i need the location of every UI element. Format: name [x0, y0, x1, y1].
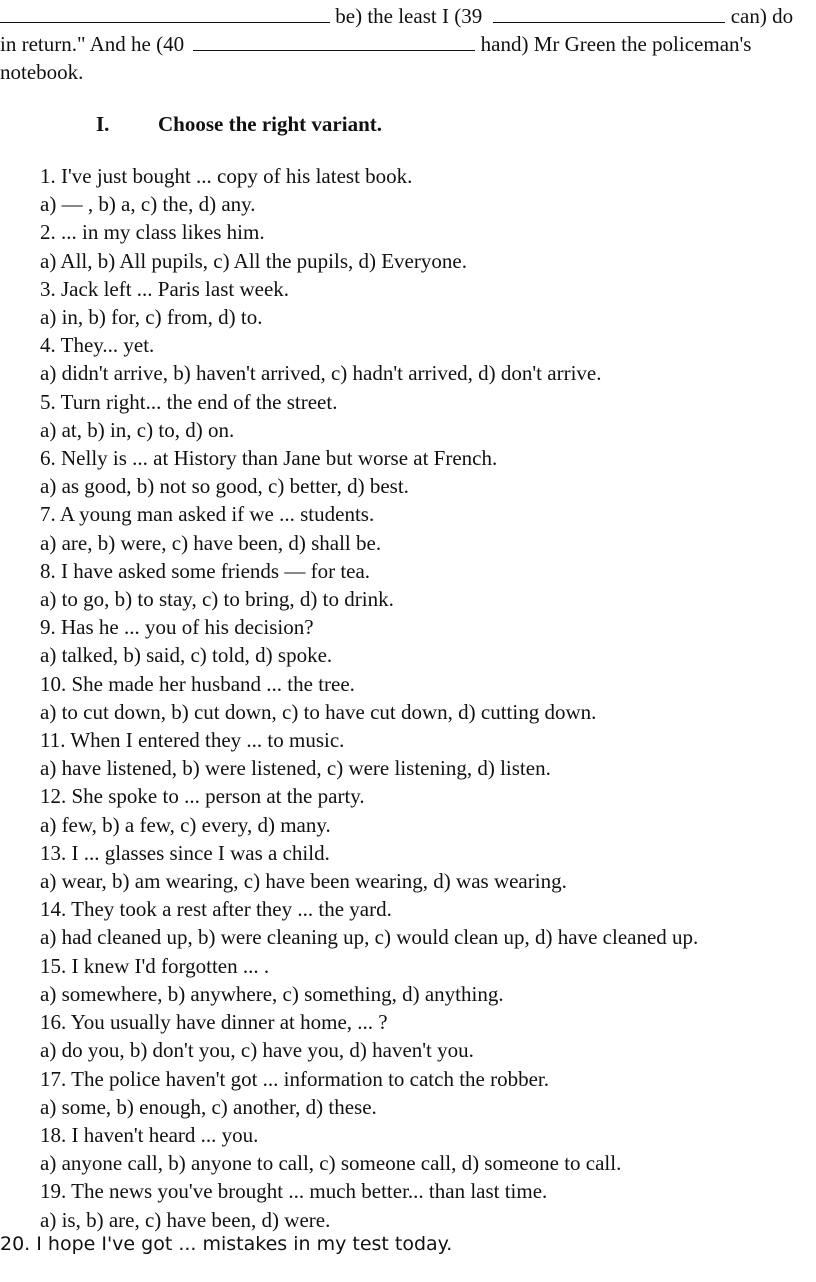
question-text: 17. The police haven't got ... information to catch the robber.	[40, 1066, 550, 1091]
question-text: 15. I knew I'd forgotten ... .	[40, 953, 270, 978]
answer-options: a) anyone call, b) anyone to call, c) someone call, d) someone to call.	[40, 1151, 622, 1176]
answer-blank-39[interactable]	[493, 4, 725, 23]
question-text: 13. I ... glasses since I was a child.	[40, 840, 330, 865]
answer-options: a) few, b) a few, c) every, d) many.	[40, 812, 331, 837]
intro-text-1b: can) do	[730, 4, 794, 28]
answer-options: a) have listened, b) were listened, c) were listening, d) listen.	[40, 756, 551, 781]
question-text: 5. Turn right... the end of the street.	[40, 389, 338, 414]
intro-text-2a: in return." And he (40	[0, 32, 185, 56]
answer-options: a) had cleaned up, b) were cleaning up, c) would clean up, d) have cleaned up.	[40, 925, 699, 950]
question-text: 11. When I entered they ... to music.	[40, 728, 345, 753]
question-list	[40, 162, 698, 1234]
answer-options: a) is, b) are, c) have been, d) were.	[40, 1207, 331, 1232]
question-20: 20. I hope I've got ... mistakes in my test today.	[0, 1233, 453, 1255]
answer-options: a) are, b) were, c) have been, d) shall be.	[40, 530, 382, 555]
intro-line-1	[0, 4, 793, 28]
answer-options: a) some, b) enough, c) another, d) these.	[40, 1094, 377, 1119]
intro-line-3: notebook.	[0, 60, 84, 84]
answer-blank-40[interactable]	[193, 32, 475, 51]
answer-options: a) do you, b) don't you, c) have you, d) haven't you.	[40, 1038, 474, 1063]
answer-options: a) somewhere, b) anywhere, c) something, d) anything.	[40, 981, 504, 1006]
question-text: 18. I haven't heard ... you.	[40, 1122, 259, 1147]
intro-text-1a: be) the least I (39	[335, 4, 483, 28]
answer-options: a) talked, b) said, c) told, d) spoke.	[40, 643, 333, 668]
answer-options: a) didn't arrive, b) haven't arrived, c) hadn't arrived, d) don't arrive.	[40, 361, 602, 386]
question-text: 12. She spoke to ... person at the party.	[40, 784, 365, 809]
answer-blank-38[interactable]	[0, 4, 330, 23]
intro-text-2b: hand) Mr Green the policeman's	[480, 32, 752, 56]
answer-options: a) in, b) for, c) from, d) to.	[40, 305, 263, 330]
question-text: 8. I have asked some friends — for tea.	[40, 558, 371, 583]
question-text: 4. They... yet.	[40, 333, 155, 358]
section-title: Choose the right variant.	[158, 112, 382, 136]
question-text: 1. I've just bought ... copy of his latest book.	[40, 164, 413, 188]
answer-options: a) wear, b) am wearing, c) have been wearing, d) was wearing.	[40, 869, 567, 894]
question-text: 14. They took a rest after they ... the yard.	[40, 897, 392, 922]
question-text: 3. Jack left ... Paris last week.	[40, 276, 290, 301]
question-text: 7. A young man asked if we ... students.	[40, 502, 375, 527]
answer-options: a) at, b) in, c) to, d) on.	[40, 417, 235, 442]
question-text: 10. She made her husband ... the tree.	[40, 671, 355, 696]
question-text: 2. ... in my class likes him.	[40, 220, 265, 245]
question-text: 16. You usually have dinner at home, ... ?	[40, 1010, 388, 1035]
intro-line-2	[0, 32, 751, 56]
answer-options: a) All, b) All pupils, c) All the pupils, d) Everyone.	[40, 248, 467, 273]
answer-options: a) to go, b) to stay, c) to bring, d) to drink.	[40, 587, 394, 612]
answer-options: a) to cut down, b) cut down, c) to have cut down, d) cutting down.	[40, 699, 597, 724]
answer-options: a) — , b) a, c) the, d) any.	[40, 192, 256, 217]
section-heading	[96, 112, 382, 137]
question-text: 6. Nelly is ... at History than Jane but worse at French.	[40, 446, 498, 471]
section-number: I.	[96, 112, 110, 136]
question-text: 9. Has he ... you of his decision?	[40, 615, 314, 640]
answer-options: a) as good, b) not so good, c) better, d) best.	[40, 474, 409, 499]
question-text: 19. The news you've brought ... much better... than last time.	[40, 1179, 548, 1204]
